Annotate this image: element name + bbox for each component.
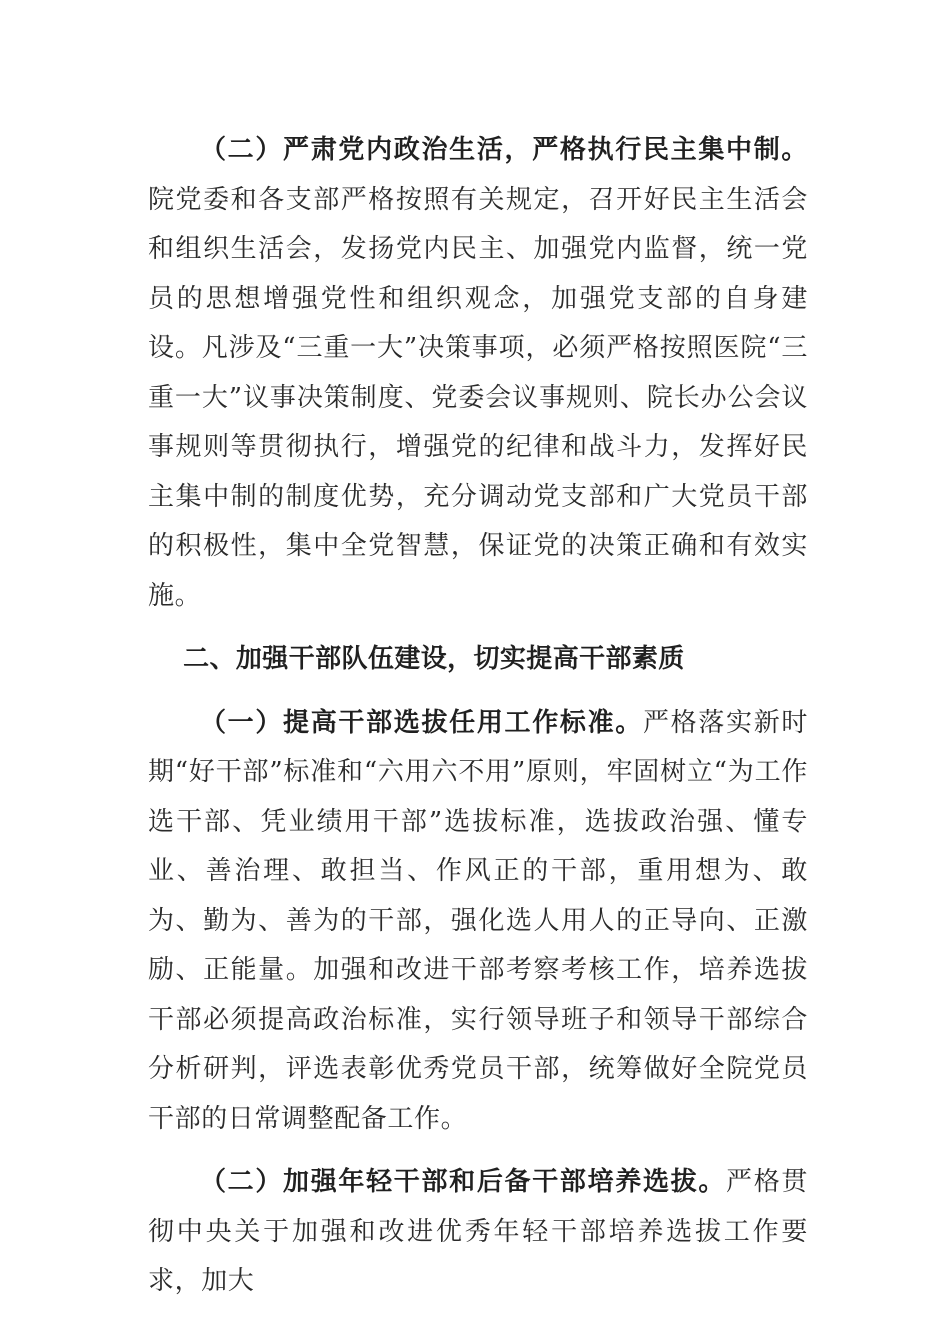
paragraph-text: 严格落实新时期“好干部”标准和“六用六不用”原则，牢固树立“为工作选干部、凭业绩用干部”选拔标准，选拔政治强、懂专业、善治理、敢担当、作风正的干部，重用想为、敢为、勤为、善为的干部，强化选人用人的正导向、正激励、正能量。加强和改进干部考察考核工作，培养选拔干部必须提高政治标准，实行领导班子和领导干部综合分析研判，评选表彰优秀党员干部，统筹做好全院党员干部的日常调整配备工作。 [148,707,808,1134]
document-body [148,126,808,1321]
paragraph-young-cadres [148,1158,808,1307]
paragraph-text: 严格贯彻中央关于加强和改进优秀年轻干部培养选拔工作要求，加大 [148,1167,808,1296]
paragraph-lead: （二）严肃党内政治生活，严格执行民主集中制。 [200,135,808,165]
paragraph-democratic-centralism [148,126,808,621]
paragraph-text: 院党委和各支部严格按照有关规定，召开好民主生活会和组织生活会，发扬党内民主、加强党内监督，统一党员的思想增强党性和组织观念，加强党支部的自身建设。凡涉及“三重一大”决策事项，必须严格按照医院“三重一大”议事决策制度、党委会议事规则、院长办公会议事规则等贯彻执行，增强党的纪律和战斗力，发挥好民主集中制的制度优势，充分调动党支部和广大党员干部的积极性，集中全党智慧，保证党的决策正确和有效实施。 [148,184,808,611]
paragraph-cadre-selection [148,699,808,1145]
paragraph-lead: （一）提高干部选拔任用工作标准。 [200,707,643,738]
section-heading: 二、加强干部队伍建设，切实提高干部素质 [183,644,685,674]
paragraph-lead: （二）加强年轻干部和后备干部培养选拔。 [200,1167,727,1197]
